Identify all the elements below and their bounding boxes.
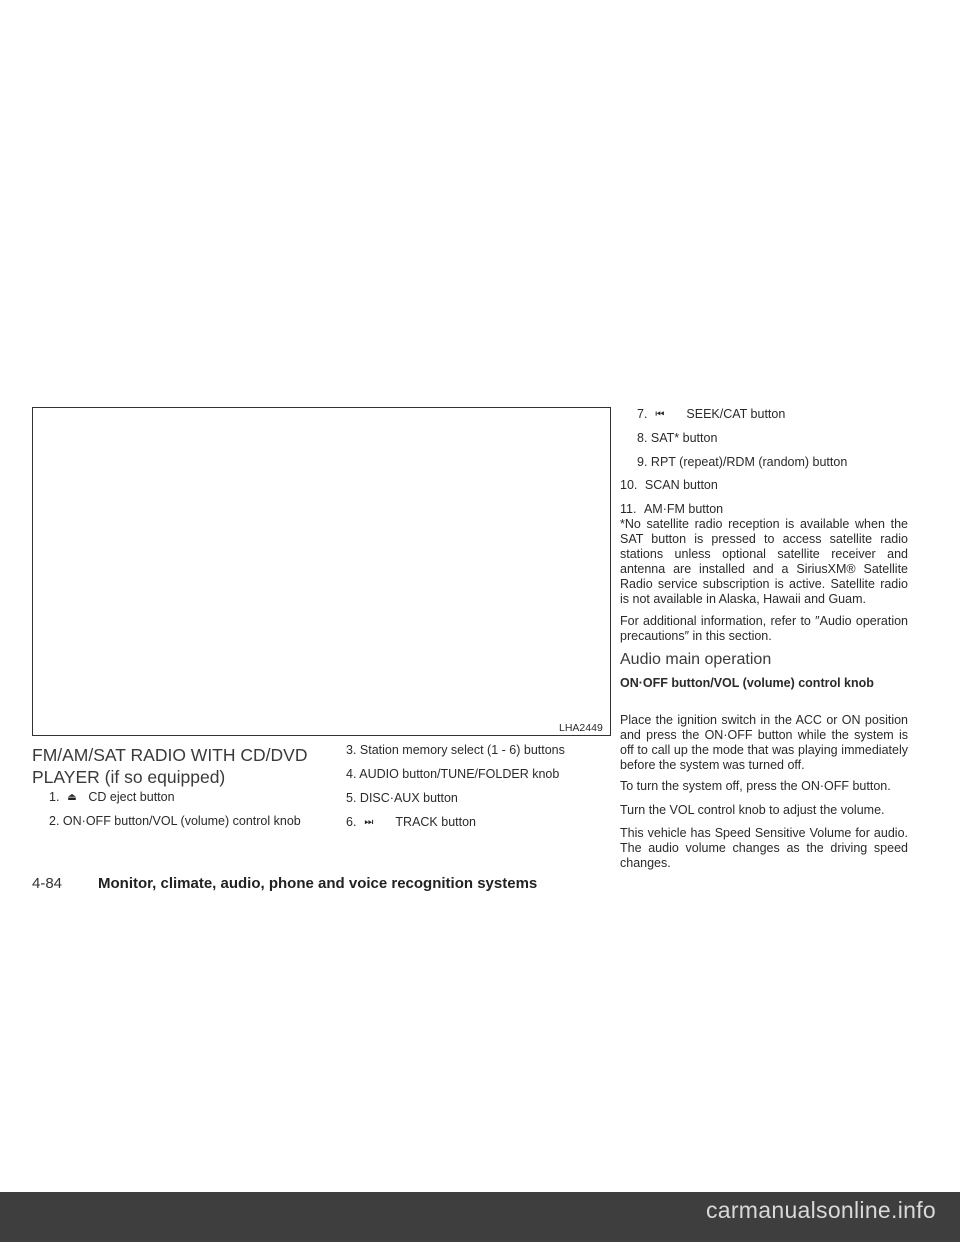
body-paragraph: Turn the VOL control knob to adjust the volume. bbox=[620, 803, 885, 817]
list-item-8 bbox=[637, 431, 717, 446]
next-track-icon: ⏭ bbox=[364, 817, 374, 828]
item-number: 9. bbox=[637, 455, 648, 469]
body-paragraph: Place the ignition switch in the ACC or ON position and press the ON·OFF button while the system is off to call up the mode that was playing immediately before the system was turned off. bbox=[620, 713, 908, 772]
item-text: TRACK button bbox=[395, 815, 476, 829]
section-title: FM/AM/SAT RADIO WITH CD/DVD PLAYER (if so equipped) bbox=[32, 745, 308, 787]
page-number: 4-84 bbox=[32, 875, 63, 892]
item-text: SEEK/CAT button bbox=[686, 407, 786, 421]
watermark-text: carmanualsonline.info bbox=[705, 1197, 936, 1223]
list-item-5 bbox=[346, 791, 458, 806]
illustration-frame bbox=[32, 407, 611, 736]
item-text: SAT* button bbox=[650, 431, 718, 445]
body-paragraph: This vehicle has Speed Sensitive Volume for audio. The audio volume changes as the driving speed changes. bbox=[620, 826, 908, 870]
additional-info-paragraph: For additional information, refer to ″Audio operation precautions″ in this section. bbox=[620, 614, 908, 643]
topic-heading: ON·OFF button/VOL (volume) control knob bbox=[620, 676, 874, 690]
list-item-3 bbox=[346, 743, 565, 758]
list-item-10 bbox=[620, 478, 718, 493]
item-text: Station memory select (1 - 6) buttons bbox=[359, 743, 565, 757]
body-paragraph: To turn the system off, press the ON·OFF button. bbox=[620, 779, 891, 793]
item-number: 2. bbox=[49, 814, 60, 828]
list-item-11 bbox=[620, 502, 723, 517]
item-number: 8. bbox=[637, 431, 648, 445]
item-text: SCAN button bbox=[644, 478, 718, 492]
item-number: 3. bbox=[346, 743, 357, 757]
item-text: AUDIO button/TUNE/FOLDER knob bbox=[359, 767, 560, 781]
item-number: 4. bbox=[346, 767, 357, 781]
list-item-2 bbox=[49, 814, 301, 829]
figure-label: LHA2449 bbox=[559, 722, 603, 734]
satellite-note: *No satellite radio reception is available when the SAT button is pressed to access satellite radio stations unless optional satellite receiver and antenna are installed and a SiriusXM® Satellite Radio service subscription is active. Satellite radio is not available in Alaska, Hawaii and Guam. bbox=[620, 517, 908, 606]
item-text: ON·OFF button/VOL (volume) control knob bbox=[62, 814, 301, 828]
item-number: 1. bbox=[49, 790, 60, 804]
item-text: CD eject button bbox=[88, 790, 175, 804]
subsection-heading: Audio main operation bbox=[620, 651, 772, 668]
list-item-4 bbox=[346, 767, 559, 782]
item-text: RPT (repeat)/RDM (random) button bbox=[650, 455, 848, 469]
item-text: AM·FM button bbox=[643, 502, 724, 516]
item-number: 5. bbox=[346, 791, 357, 805]
eject-icon: ⏏ bbox=[67, 792, 77, 803]
previous-track-icon: ⏮ bbox=[655, 409, 665, 420]
item-number: 11. bbox=[620, 502, 637, 516]
item-number: 6. bbox=[346, 815, 357, 829]
list-item-6 bbox=[346, 815, 476, 830]
item-text: DISC·AUX button bbox=[359, 791, 458, 805]
list-item-1 bbox=[49, 790, 175, 805]
item-number: 7. bbox=[637, 407, 648, 421]
list-item-7 bbox=[637, 407, 785, 422]
list-item-9 bbox=[637, 455, 847, 470]
item-number: 10. bbox=[620, 478, 638, 492]
chapter-title: Monitor, climate, audio, phone and voice recognition systems bbox=[98, 875, 538, 892]
